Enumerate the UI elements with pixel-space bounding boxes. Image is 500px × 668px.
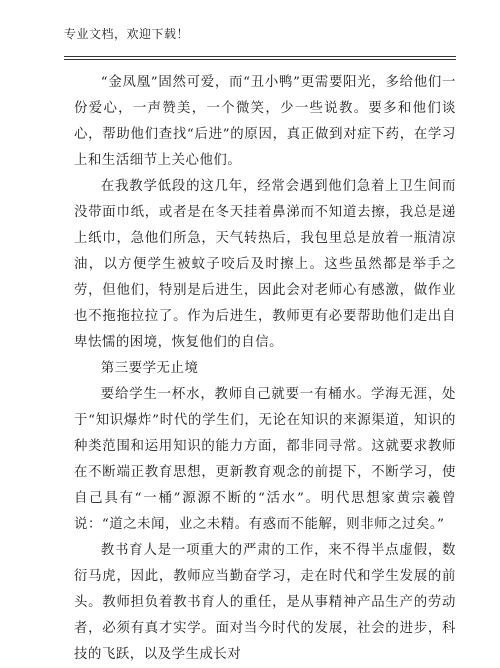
paragraph: “金凤凰”固然可爱，而“丑小鸭”更需要阳光，多给他们一份爱心，一声赞美，一个微笑，少一些说教。要多和他们谈心，帮助他们查找“后进”的原因，真正做到对症下药，在学习上和生活细节上关心他们。 <box>74 75 456 168</box>
page-header-text: 专业文档，欢迎下载！ <box>64 27 190 41</box>
header-divider <box>64 56 456 57</box>
section-heading: 第三要学无止境 <box>100 361 199 376</box>
paragraph: 教书育人是一项重大的严肃的工作，来不得半点虚假，数衍马虎，因此，教师应当勤奋学习，走在时代和学生发展的前头。教师担负着教书育人的重任，是从事精神产品生产的劳动者，必须有真才实学。面对当今时代的发展，社会的进步，科技的飞跃，以及学生成长对 <box>74 543 456 662</box>
paragraph: 在我教学低段的这几年，经常会遇到他们急着上卫生间而没带面巾纸，或者是在冬天挂着鼻涕而不知道去擦，我总是递上纸巾，急他们所急，天气转热后，我包里总是放着一瓶清凉油，以方便学生被蚊子咬后及时擦上。这些虽然都是举手之劳，但他们，特别是后进生，因此会对老师心有感激，做作业也不拖拖拉拉了。作为后进生，教师更有必要帮助他们走出自卑怯懦的困境，恢复他们的自信。 <box>74 179 456 350</box>
document-body <box>74 70 456 668</box>
paragraph: 要给学生一杯水，教师自己就要一有桶水。学海无涯，处于“知识爆炸”时代的学生们，无论在知识的来源渠道，知识的种类范围和运用知识的能力方面，都非同寻常。这就要求教师在不断端正教育思想，更新教育观念的前提下，不断学习，使自己具有“一桶”源源不断的“活水”。明代思想家黄宗羲曾说：“道之未闻，业之未精。有惑而不能解，则非师之过矣。” <box>74 387 456 532</box>
header-divider-secondary <box>64 59 456 60</box>
